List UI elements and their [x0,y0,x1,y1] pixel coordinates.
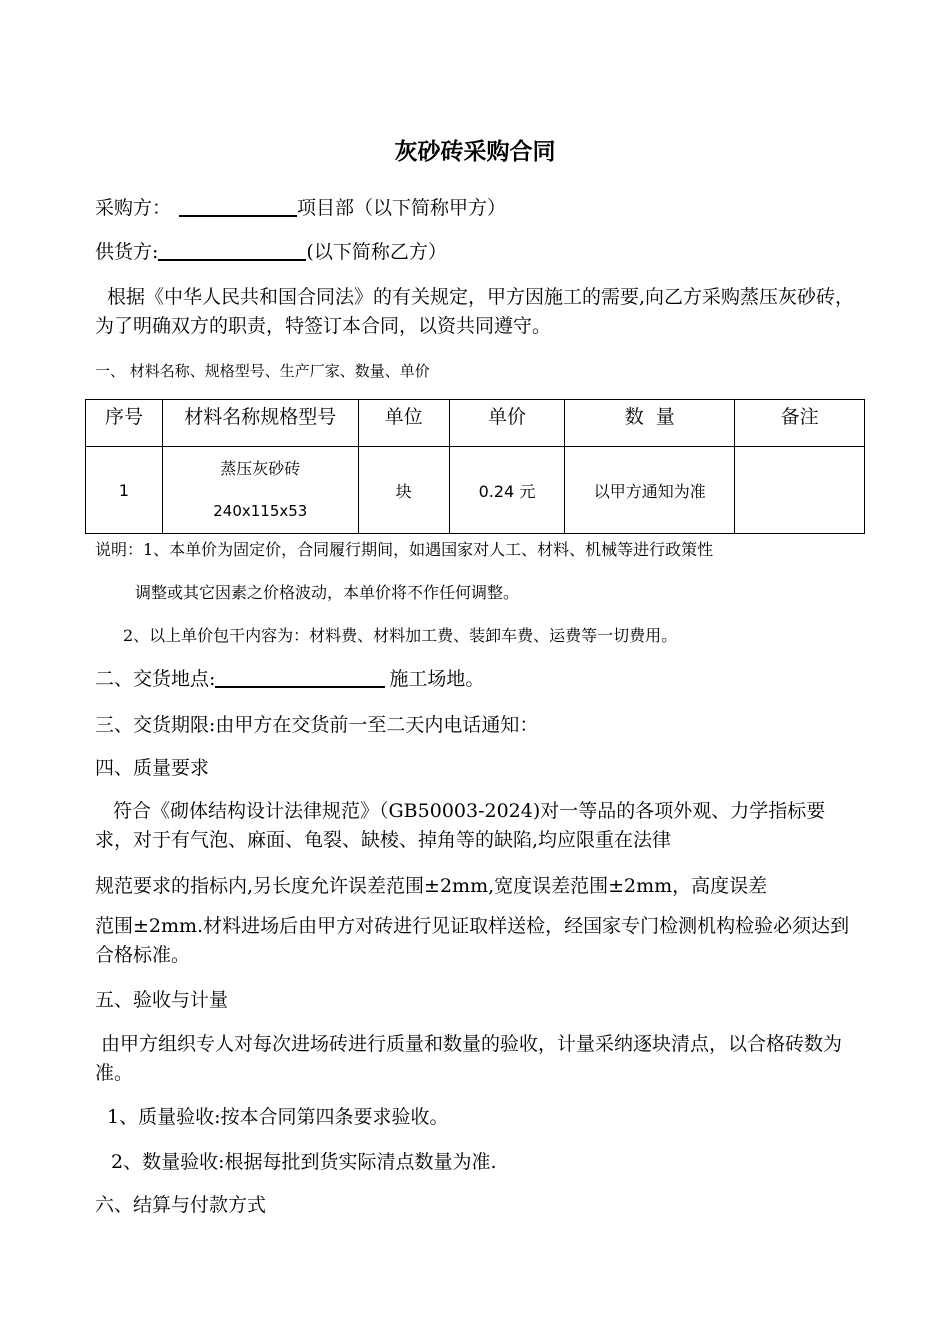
cell-price: 0.24 元 [449,447,565,534]
header-note: 备注 [735,400,865,447]
cell-name-text: 蒸压灰砂砖 [220,459,301,478]
acceptance-paragraph: 由甲方组织专人对每次进场砖进行质量和数量的验收，计量采纳逐块清点，以合格砖数为准。 [95,1033,843,1084]
quality-paragraph-1: 符合《砌体结构设计法律规范》（GB50003-2024)对一等品的各项外观、力学指标要求，对于有气泡、麻面、龟裂、缺棱、掉角等的缺陷,均应限重在法律 [95,800,826,851]
acceptance-item-1: 1、质量验收:按本合同第四条要求验收。 [107,1106,449,1128]
header-unit: 单位 [358,400,449,447]
table-header-row [86,400,865,447]
section-2-suffix: 施工场地。 [389,668,485,690]
header-no: 序号 [86,400,163,447]
cell-note [735,447,865,534]
intro-paragraph: 根据《中华人民共和国合同法》的有关规定，甲方因施工的需要,向乙方采购蒸压灰砂砖，为了明确双方的职责，特签订本合同，以资共同遵守。 [95,286,855,337]
buyer-line [95,195,506,221]
header-name: 材料名称规格型号 [162,400,358,447]
section-5-heading: 五、验收与计量 [95,989,229,1011]
note-1-line-2: 调整或其它因素之价格波动，本单价将不作任何调整。 [135,583,520,602]
table-row [86,447,865,534]
quality-paragraph-2: 规范要求的指标内,另长度允许误差范围±2mm,宽度误差范围±2mm，高度误差 [95,875,768,897]
materials-table [85,399,865,534]
section-1-heading: 一、 材料名称、规格型号、生产厂家、数量、单价 [95,362,430,380]
note-1-line-1: 说明：1、本单价为固定价，合同履行期间，如遇国家对人工、材料、机械等进行政策性 [95,540,714,559]
cell-unit: 块 [358,447,449,534]
buyer-suffix: 项目部（以下简称甲方） [297,197,507,219]
header-price: 单价 [449,400,565,447]
buyer-blank [179,195,297,217]
cell-qty: 以甲方通知为准 [565,447,735,534]
section-4-heading: 四、质量要求 [95,757,210,779]
supplier-suffix: (以下简称乙方） [306,241,447,263]
cell-no: 1 [86,447,163,534]
delivery-place-blank [215,666,385,688]
supplier-label: 供货方: [95,241,159,263]
section-2-heading [95,666,484,692]
quality-paragraph-3: 范围±2mm.材料进场后由甲方对砖进行见证取样送检，经国家专门检测机构检验必须达到合格标准。 [95,915,850,966]
page-title: 灰砂砖采购合同 [394,138,556,165]
cell-spec-text: 240x115x53 [213,502,308,520]
note-2: 2、以上单价包干内容为：材料费、材料加工费、装卸车费、运费等一切费用。 [123,626,678,645]
section-2-label: 二、交货地点: [95,668,216,690]
section-6-heading: 六、结算与付款方式 [95,1194,267,1216]
supplier-blank [158,239,306,261]
supplier-line [95,239,447,265]
acceptance-item-2: 2、数量验收:根据每批到货实际清点数量为准. [111,1151,497,1173]
header-qty: 数 量 [565,400,735,447]
cell-name [162,447,358,534]
section-3-heading: 三、交货期限:由甲方在交货前一至二天内电话通知： [95,714,539,736]
buyer-label: 采购方： [95,197,172,219]
